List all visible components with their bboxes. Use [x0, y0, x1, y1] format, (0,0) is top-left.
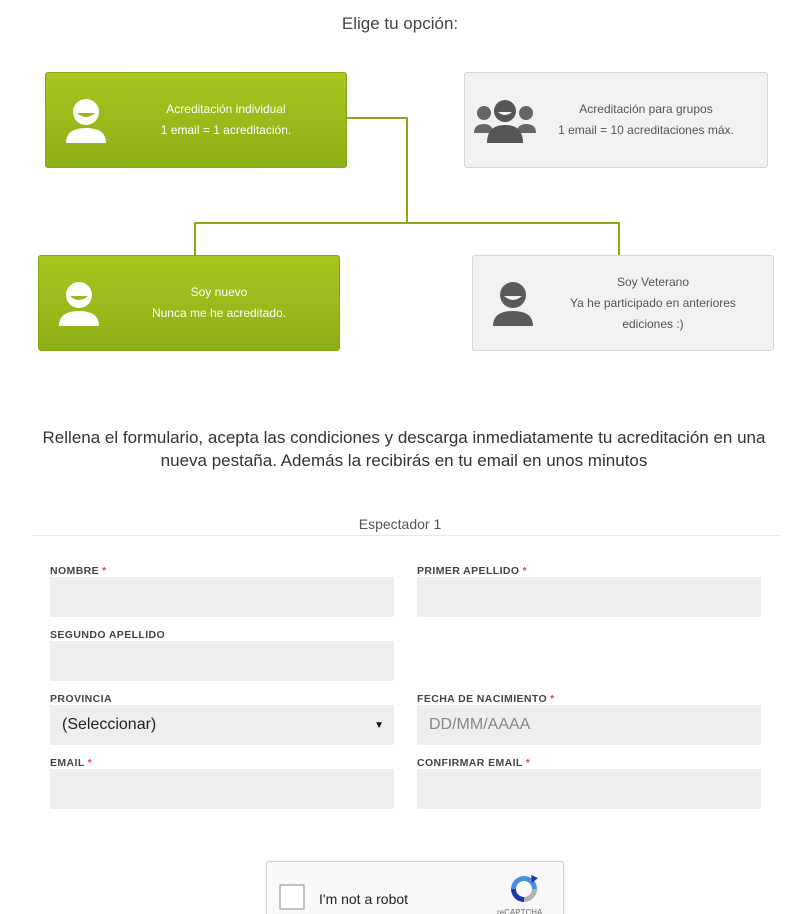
option-new-card[interactable] — [38, 255, 340, 351]
segundo-apellido-label — [50, 629, 165, 641]
card-subtitle: Nunca me he acreditado. — [151, 306, 287, 320]
label-text: FECHA DE NACIMIENTO — [417, 693, 548, 705]
required-marker: * — [550, 693, 555, 705]
card-title: Acreditación individual — [166, 102, 286, 116]
nombre-input[interactable] — [50, 577, 394, 617]
required-marker: * — [525, 757, 531, 769]
recaptcha-checkbox[interactable] — [279, 884, 305, 910]
card-title: Soy nuevo — [190, 285, 248, 299]
label-text: EMAIL — [50, 757, 85, 769]
card-title: Acreditación para grupos — [579, 102, 713, 116]
confirmar-email-input[interactable] — [417, 769, 761, 809]
primer-apellido-input[interactable] — [417, 577, 761, 617]
person-icon — [39, 256, 119, 350]
option-individual-card[interactable] — [45, 72, 347, 168]
dropdown-arrow-icon: ▼ — [374, 719, 384, 731]
label-text: PROVINCIA — [50, 693, 112, 705]
fecha-nacimiento-input[interactable] — [417, 705, 761, 745]
card-subtitle: Ya he participado en anteriores — [570, 295, 736, 310]
card-subtitle-continued: ediciones :) — [622, 316, 684, 331]
recaptcha-logo-icon — [507, 872, 541, 906]
segundo-apellido-input[interactable] — [50, 641, 394, 681]
section-title: Espectador 1 — [358, 516, 442, 532]
email-label — [50, 757, 92, 769]
fecha-nacimiento-label — [417, 693, 555, 705]
nombre-label — [50, 565, 107, 577]
required-marker: * — [102, 565, 107, 577]
section-divider — [32, 535, 780, 536]
provincia-selected-value: (Seleccionar) — [62, 716, 157, 733]
card-subtitle: 1 email = 1 acreditación. — [160, 123, 292, 137]
person-icon — [473, 256, 553, 350]
connector-line — [347, 117, 407, 119]
label-text: CONFIRMAR EMAIL — [417, 757, 523, 769]
card-title: Soy Veterano — [616, 274, 690, 289]
email-input[interactable] — [50, 769, 394, 809]
group-icon — [465, 73, 545, 167]
option-veteran-card[interactable] — [472, 255, 774, 351]
recaptcha-label: I'm not a robot — [319, 891, 409, 907]
label-text: PRIMER APELLIDO — [417, 565, 520, 577]
provincia-label — [50, 693, 112, 705]
connector-line — [406, 117, 408, 223]
connector-line — [618, 222, 620, 256]
recaptcha-widget — [266, 861, 564, 914]
recaptcha-brand: reCAPTCHA — [497, 908, 543, 914]
required-marker: * — [522, 565, 527, 577]
primer-apellido-label — [417, 565, 527, 577]
person-icon — [46, 73, 126, 167]
label-text: NOMBRE — [50, 565, 100, 577]
required-marker: * — [87, 757, 93, 769]
connector-line — [194, 222, 196, 256]
page-heading: Elige tu opción: — [341, 14, 459, 33]
connector-line — [195, 222, 620, 224]
provincia-select[interactable] — [50, 705, 394, 745]
form-instructions: Rellena el formulario, acepta las condiciones y descarga inmediatamente tu acreditación en una nueva pestaña. Además la recibirás en tu email en unos minutos — [42, 428, 766, 470]
option-groups-card[interactable] — [464, 72, 768, 168]
card-subtitle: 1 email = 10 acreditaciones máx. — [558, 123, 734, 137]
confirmar-email-label — [417, 757, 530, 769]
label-text: SEGUNDO APELLIDO — [50, 629, 166, 641]
